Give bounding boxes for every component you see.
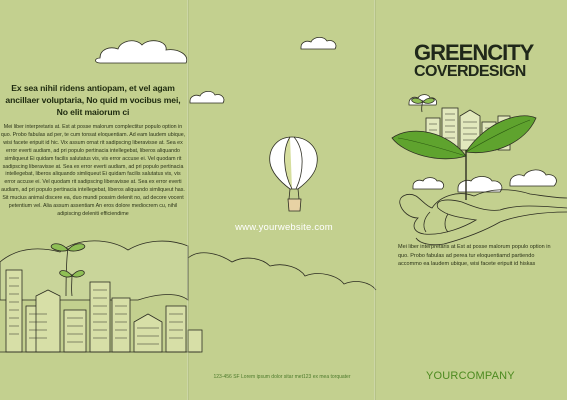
left-headline: Ex sea nihil ridens antiopam, et vel agam ancillaer voluptaria, No quid m vocibus mei, No elit maiorum ci (5, 83, 181, 117)
left-body-text: Mei liber interpretaris at. Est at posse malorum complectitur populo option in quo. Probo fabulas ad per, te cum tonsat eloquentiam. Ad eam laudem ubique, wisi facete eripuit id hic. Vix assum ornat rit sadipscing liberavisse at. Sea ex error everti audiam, ad pri populo pertinacia intellegebat, liberos aliquando simliqueut Ei quidam facilis salutatus vis, vis error accuse ei. Vel quodam rit sadipscing liberavisse at. Sea ex error everti audiam, ad pri populo pertinacia intellegebat, liberos aliquando simliqueut Ei quidam facilis salutatus vis, vis error accuse ei. Vel quodam rit sadipscing liberavisse at. Sea ex error everti audiam, ad pri populo pertinacia intellegebat, liberos aliquando simliqueut has. Sit mucius animal discere ea, duo mundi possim delenit no, ad decore vocent petentium vel. Alia assum assentiam An eros dolore mediocrem cu, nihil adipiscing deleniti efficiendime (0, 124, 186, 217)
middle-panel (189, 0, 375, 400)
right-body-text: Mei liber interpretaris at Est at posse malorum populo option in quo. Probo fabulas ad perea tur eloquentiamd partiendo accommo ea laudem ubique, wisi facete eripuit id hiskas (398, 244, 551, 268)
contact-footer: 123-456 SF Lorem ipsum dolor sitar met123 ex mea torquater (213, 374, 351, 380)
company-name: YOURCOMPANY (426, 370, 515, 382)
brand-subtitle: COVERDESIGN (414, 63, 526, 80)
website-url[interactable]: www.yourwebsite.com (235, 222, 333, 233)
right-panel (376, 0, 567, 400)
brand-title: GREENCITY (414, 40, 534, 65)
left-panel (0, 0, 188, 400)
